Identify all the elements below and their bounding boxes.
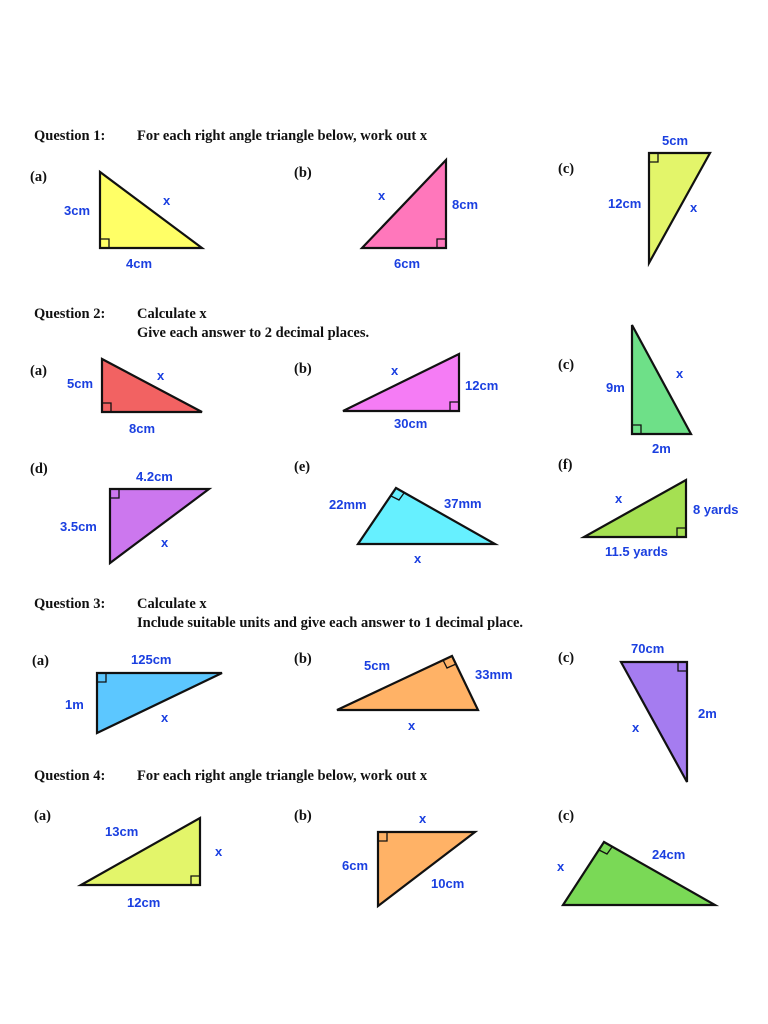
side-label: 10cm: [431, 876, 465, 891]
side-label: 30cm: [394, 416, 428, 431]
side-label: 22mm: [329, 497, 367, 512]
triangle-q2b: [343, 354, 498, 431]
side-label: 8cm: [452, 197, 479, 212]
question-number: Question 3:: [34, 596, 106, 612]
triangle-q4a: [81, 818, 223, 910]
triangle-shape: [100, 172, 202, 248]
triangle-q1b: [362, 160, 478, 271]
side-label: 6cm: [342, 858, 369, 873]
question-text: Calculate x: [137, 306, 207, 322]
triangle-shape: [337, 656, 478, 710]
side-label: 5cm: [67, 376, 94, 391]
side-label: x: [215, 844, 223, 859]
triangle-q2c: [606, 325, 691, 456]
triangle-shape: [584, 480, 686, 537]
question-number: Question 1:: [34, 128, 106, 144]
triangle-shape: [362, 160, 446, 248]
side-label: x: [378, 188, 386, 203]
side-label: x: [690, 200, 698, 215]
triangle-q2f: [584, 480, 739, 559]
part-label: (e): [294, 459, 311, 475]
side-label: 12cm: [465, 378, 499, 393]
question-number: Question 2:: [34, 306, 106, 322]
part-label: (a): [34, 808, 51, 824]
side-label: 8 yards: [693, 502, 739, 517]
side-label: x: [414, 551, 422, 566]
side-label: x: [676, 366, 684, 381]
triangle-shape: [102, 359, 202, 412]
part-label: (b): [294, 361, 312, 377]
side-label: 9m: [606, 380, 625, 395]
side-label: 24cm: [652, 847, 686, 862]
side-label: x: [615, 491, 623, 506]
side-label: 6cm: [394, 256, 421, 271]
question-text: Calculate x: [137, 596, 207, 612]
triangle-q1a: [64, 172, 202, 271]
side-label: 8cm: [129, 421, 156, 436]
side-label: 37mm: [444, 496, 482, 511]
triangle-shape: [343, 354, 459, 411]
part-label: (d): [30, 461, 48, 477]
side-label: x: [419, 811, 427, 826]
question-text: For each right angle triangle below, work out x: [137, 128, 428, 144]
side-label: x: [391, 363, 399, 378]
side-label: 4cm: [126, 256, 153, 271]
part-label: (c): [558, 650, 575, 666]
triangle-q4b: [342, 811, 475, 906]
side-label: x: [161, 535, 169, 550]
side-label: 2m: [698, 706, 717, 721]
side-label: 12cm: [608, 196, 642, 211]
side-label: x: [157, 368, 165, 383]
triangle-q1c: [608, 133, 710, 263]
triangle-q4c: [557, 842, 715, 905]
triangle-shape: [621, 662, 687, 782]
part-label: (c): [558, 357, 575, 373]
triangle-shape: [81, 818, 200, 885]
triangle-q2d: [60, 469, 209, 563]
part-label: (c): [558, 808, 575, 824]
triangle-shape: [649, 153, 710, 263]
side-label: x: [163, 193, 171, 208]
question-number: Question 4:: [34, 768, 106, 784]
question-text: Include suitable units and give each answer to 1 decimal place.: [137, 615, 524, 631]
triangle-q3b: [337, 656, 513, 733]
triangle-shape: [110, 489, 209, 563]
side-label: 3cm: [64, 203, 91, 218]
side-label: 11.5 yards: [605, 544, 668, 559]
side-label: 125cm: [131, 652, 172, 667]
triangle-shape: [378, 832, 475, 906]
part-label: (b): [294, 808, 312, 824]
side-label: 12cm: [127, 895, 161, 910]
triangle-q2e: [329, 488, 495, 566]
side-label: 3.5cm: [60, 519, 97, 534]
triangle-shape: [563, 842, 715, 905]
part-label: (f): [558, 457, 573, 473]
side-label: 70cm: [631, 641, 665, 656]
triangle-shape: [97, 673, 222, 733]
part-label: (a): [30, 363, 47, 379]
part-label: (b): [294, 651, 312, 667]
part-label: (c): [558, 161, 575, 177]
side-label: x: [557, 859, 565, 874]
part-label: (a): [30, 169, 47, 185]
triangle-q3c: [621, 641, 717, 782]
side-label: x: [161, 710, 169, 725]
question-text: For each right angle triangle below, work out x: [137, 768, 428, 784]
side-label: 5cm: [364, 658, 391, 673]
triangle-q3a: [65, 652, 222, 733]
side-label: 33mm: [475, 667, 513, 682]
triangle-q2a: [67, 359, 202, 436]
side-label: x: [408, 718, 416, 733]
question-text: Give each answer to 2 decimal places.: [137, 325, 370, 341]
side-label: 4.2cm: [136, 469, 173, 484]
side-label: 5cm: [662, 133, 689, 148]
side-label: 2m: [652, 441, 671, 456]
part-label: (b): [294, 165, 312, 181]
part-label: (a): [32, 653, 49, 669]
side-label: x: [632, 720, 640, 735]
side-label: 1m: [65, 697, 84, 712]
side-label: 13cm: [105, 824, 139, 839]
